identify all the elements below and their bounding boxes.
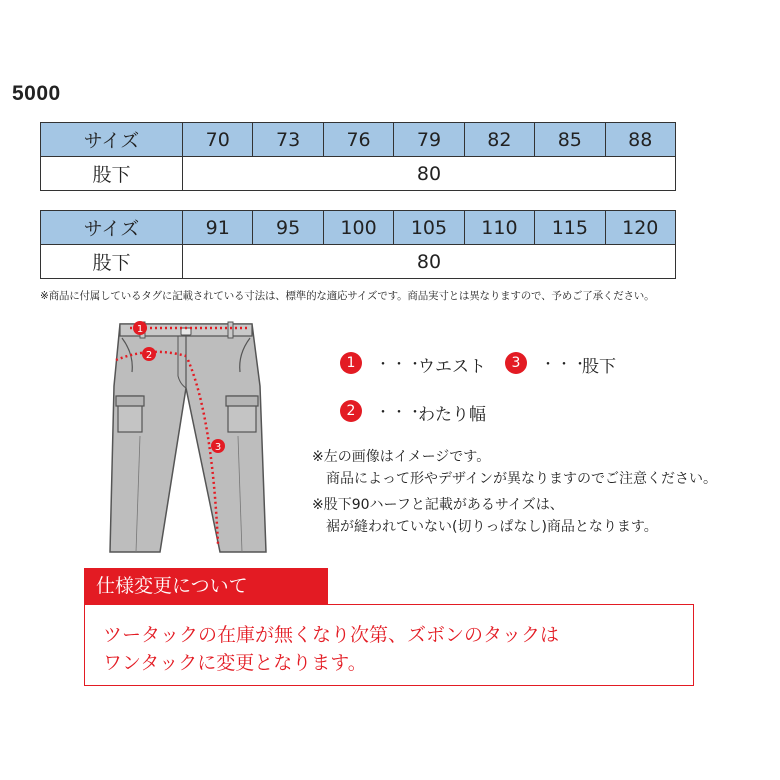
size-table-1 [40, 122, 676, 191]
size-cell: 70 [183, 123, 253, 157]
inseam-label: 股下 [41, 245, 183, 279]
half-note-2: 裾が縫われていない(切りっぱなし)商品となります。 [326, 519, 658, 535]
spec-change-line-2: ワンタックに変更となります。 [103, 652, 367, 674]
legend-dots-1: ・・・ [376, 357, 424, 373]
legend-num-2: 2 [340, 400, 362, 422]
svg-text:3: 3 [214, 442, 222, 453]
marker-1 [133, 321, 147, 335]
inseam-label: 股下 [41, 157, 183, 191]
size-cell: 85 [535, 123, 605, 157]
marker-3 [211, 439, 225, 453]
size-label: サイズ [41, 123, 183, 157]
size-cell: 91 [183, 211, 253, 245]
size-row [41, 211, 676, 245]
half-note-1: ※股下90ハーフと記載があるサイズは、 [312, 497, 564, 513]
model-number: 5000 [12, 82, 61, 105]
size-cell: 82 [464, 123, 534, 157]
svg-text:2: 2 [145, 350, 153, 361]
size-table-2 [40, 210, 676, 279]
size-label: サイズ [41, 211, 183, 245]
legend-dots-3: ・・・ [541, 357, 589, 373]
size-cell: 73 [253, 123, 323, 157]
spec-change-title: 仕様変更について [84, 568, 328, 604]
pants-shape [110, 324, 266, 552]
size-row [41, 123, 676, 157]
legend-num-3: 3 [505, 352, 527, 374]
spec-change-line-1: ツータックの在庫が無くなり次第、ズボンのタックは [103, 624, 560, 646]
inseam-row [41, 157, 676, 191]
legend-num-1: 1 [340, 352, 362, 374]
size-cell: 100 [323, 211, 393, 245]
tag-size-note: ※商品に付属しているタグに記載されている寸法は、標準的な適応サイズです。商品実寸とは異なりますので、予めご了承ください。 [40, 290, 655, 302]
legend-dots-2: ・・・ [376, 405, 424, 421]
inseam-value: 80 [183, 245, 676, 279]
size-cell: 110 [464, 211, 534, 245]
inseam-value: 80 [183, 157, 676, 191]
size-cell: 115 [535, 211, 605, 245]
legend-waist: ウエスト [418, 357, 486, 377]
inseam-row [41, 245, 676, 279]
size-cell: 120 [605, 211, 675, 245]
marker-2 [142, 347, 156, 361]
legend-thigh: わたり幅 [418, 405, 486, 425]
pants-diagram [100, 316, 270, 556]
size-cell: 95 [253, 211, 323, 245]
belt-loop [228, 322, 233, 338]
legend-inseam: 股下 [582, 357, 616, 377]
svg-text:1: 1 [136, 324, 144, 335]
size-cell: 105 [394, 211, 464, 245]
size-cell: 88 [605, 123, 675, 157]
image-note-1: ※左の画像はイメージです。 [312, 449, 491, 465]
size-cell: 79 [394, 123, 464, 157]
image-note-2: 商品によって形やデザインが異なりますのでご注意ください。 [326, 471, 718, 487]
size-cell: 76 [323, 123, 393, 157]
